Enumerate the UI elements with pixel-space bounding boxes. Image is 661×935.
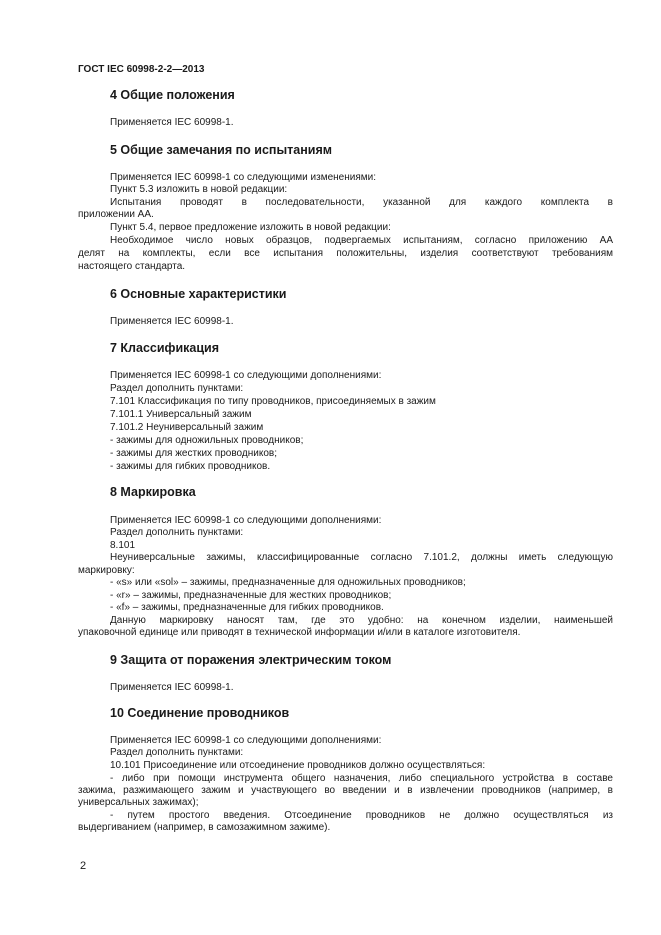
- section-10-text-2: Раздел дополнить пунктами:: [110, 747, 244, 758]
- section-5-text-5c: настоящего стандарта.: [78, 261, 186, 272]
- section-10-text-4b-wrap: [78, 785, 613, 798]
- section-8-text-5b: упаковочной единице или приводят в технической информации и/или в каталоге изготовителя.: [78, 627, 521, 638]
- section-8-text-4a: Неуниверсальные зажимы, классифицированные согласно 7.101.2, должны иметь следующую: [110, 552, 613, 563]
- section-10-text-4a: - либо при помощи инструмента общего назначения, либо специального устройства в составе: [110, 773, 613, 784]
- section-5-text-1: Применяется IEC 60998-1 со следующими изменениями:: [110, 172, 376, 183]
- section-9-text: Применяется IEC 60998-1.: [110, 682, 234, 693]
- section-5-text-5a-wrap: [110, 235, 613, 248]
- section-9-heading: 9 Защита от поражения электрическим током: [110, 653, 392, 667]
- section-5-text-5b-wrap: [78, 248, 613, 261]
- section-6-heading: 6 Основные характеристики: [110, 287, 287, 301]
- section-7-line: 7.101 Классификация по типу проводников, присоединяемых в зажим: [110, 396, 436, 407]
- section-4-heading: 4 Общие положения: [110, 88, 235, 102]
- section-7-line: - зажимы для гибких проводников.: [110, 461, 271, 472]
- section-4-text: Применяется IEC 60998-1.: [110, 117, 234, 128]
- section-10-text-4c: универсальных зажимах);: [78, 797, 199, 808]
- section-5-text-2: Пункт 5.3 изложить в новой редакции:: [110, 184, 288, 195]
- section-8-text-5a: Данную маркировку наносят там, где это удобно: на конечном изделии, наименьшей: [110, 615, 613, 626]
- section-10-text-4b: зажима, разжимающего зажим и участвующего во введении и в извлечении проводников (например, в: [78, 785, 613, 796]
- section-5-text-4: Пункт 5.4, первое предложение изложить в новой редакции:: [110, 222, 391, 233]
- section-7-line: - зажимы для жестких проводников;: [110, 448, 277, 459]
- section-8-text-4b: маркировку:: [78, 565, 135, 576]
- section-10-heading: 10 Соединение проводников: [110, 706, 290, 720]
- document-header: ГОСТ IEC 60998-2-2—2013: [78, 64, 205, 75]
- section-10-text-5a-wrap: [110, 810, 613, 823]
- section-8-text-4a-wrap: [110, 552, 613, 565]
- section-8-text-1: Применяется IEC 60998-1 со следующими дополнениями:: [110, 515, 382, 526]
- section-7-line: Раздел дополнить пунктами:: [110, 383, 244, 394]
- section-8-text-3: 8.101: [110, 540, 136, 551]
- section-7-line: Применяется IEC 60998-1 со следующими дополнениями:: [110, 370, 382, 381]
- section-10-text-1: Применяется IEC 60998-1 со следующими дополнениями:: [110, 735, 382, 746]
- section-7-line: - зажимы для одножильных проводников;: [110, 435, 304, 446]
- section-10-text-3: 10.101 Присоединение или отсоединение проводников должно осуществляться:: [110, 760, 486, 771]
- section-5-text-3a: Испытания проводят в последовательности, указанной для каждого комплекта в: [110, 197, 613, 208]
- section-5-heading: 5 Общие замечания по испытаниям: [110, 143, 332, 157]
- section-5-paragraph-3: [110, 197, 613, 210]
- section-10-text-4a-wrap: [110, 773, 613, 786]
- section-10-text-5b: выдергиванием (например, в самозажимном зажиме).: [78, 822, 331, 833]
- page-number: 2: [80, 860, 87, 872]
- section-8-text-5a-wrap: [110, 615, 613, 628]
- section-7-line: 7.101.1 Универсальный зажим: [110, 409, 252, 420]
- section-7-heading: 7 Классификация: [110, 341, 220, 355]
- section-7-line: 7.101.2 Неуниверсальный зажим: [110, 422, 264, 433]
- section-5-text-5a: Необходимое число новых образцов, подвергаемых испытаниям, согласно приложению АА: [110, 235, 613, 246]
- section-8-text-2: Раздел дополнить пунктами:: [110, 527, 244, 538]
- section-8-bullet-2: - «r» – зажимы, предназначенные для жестких проводников;: [110, 590, 392, 601]
- section-5-text-5b: делят на комплекты, если все испытания положительны, изделия соответствуют требованиям: [78, 248, 613, 259]
- section-10-text-5a: - путем простого введения. Отсоединение проводников не должно осуществляться из: [110, 810, 613, 821]
- section-8-bullet-3: - «f» – зажимы, предназначенные для гибких проводников.: [110, 602, 384, 613]
- section-6-text: Применяется IEC 60998-1.: [110, 316, 234, 327]
- section-8-bullet-1: - «s» или «sol» – зажимы, предназначенные для одножильных проводников;: [110, 577, 466, 588]
- section-8-heading: 8 Маркировка: [110, 485, 196, 499]
- section-5-text-3b: приложении АА.: [78, 209, 154, 220]
